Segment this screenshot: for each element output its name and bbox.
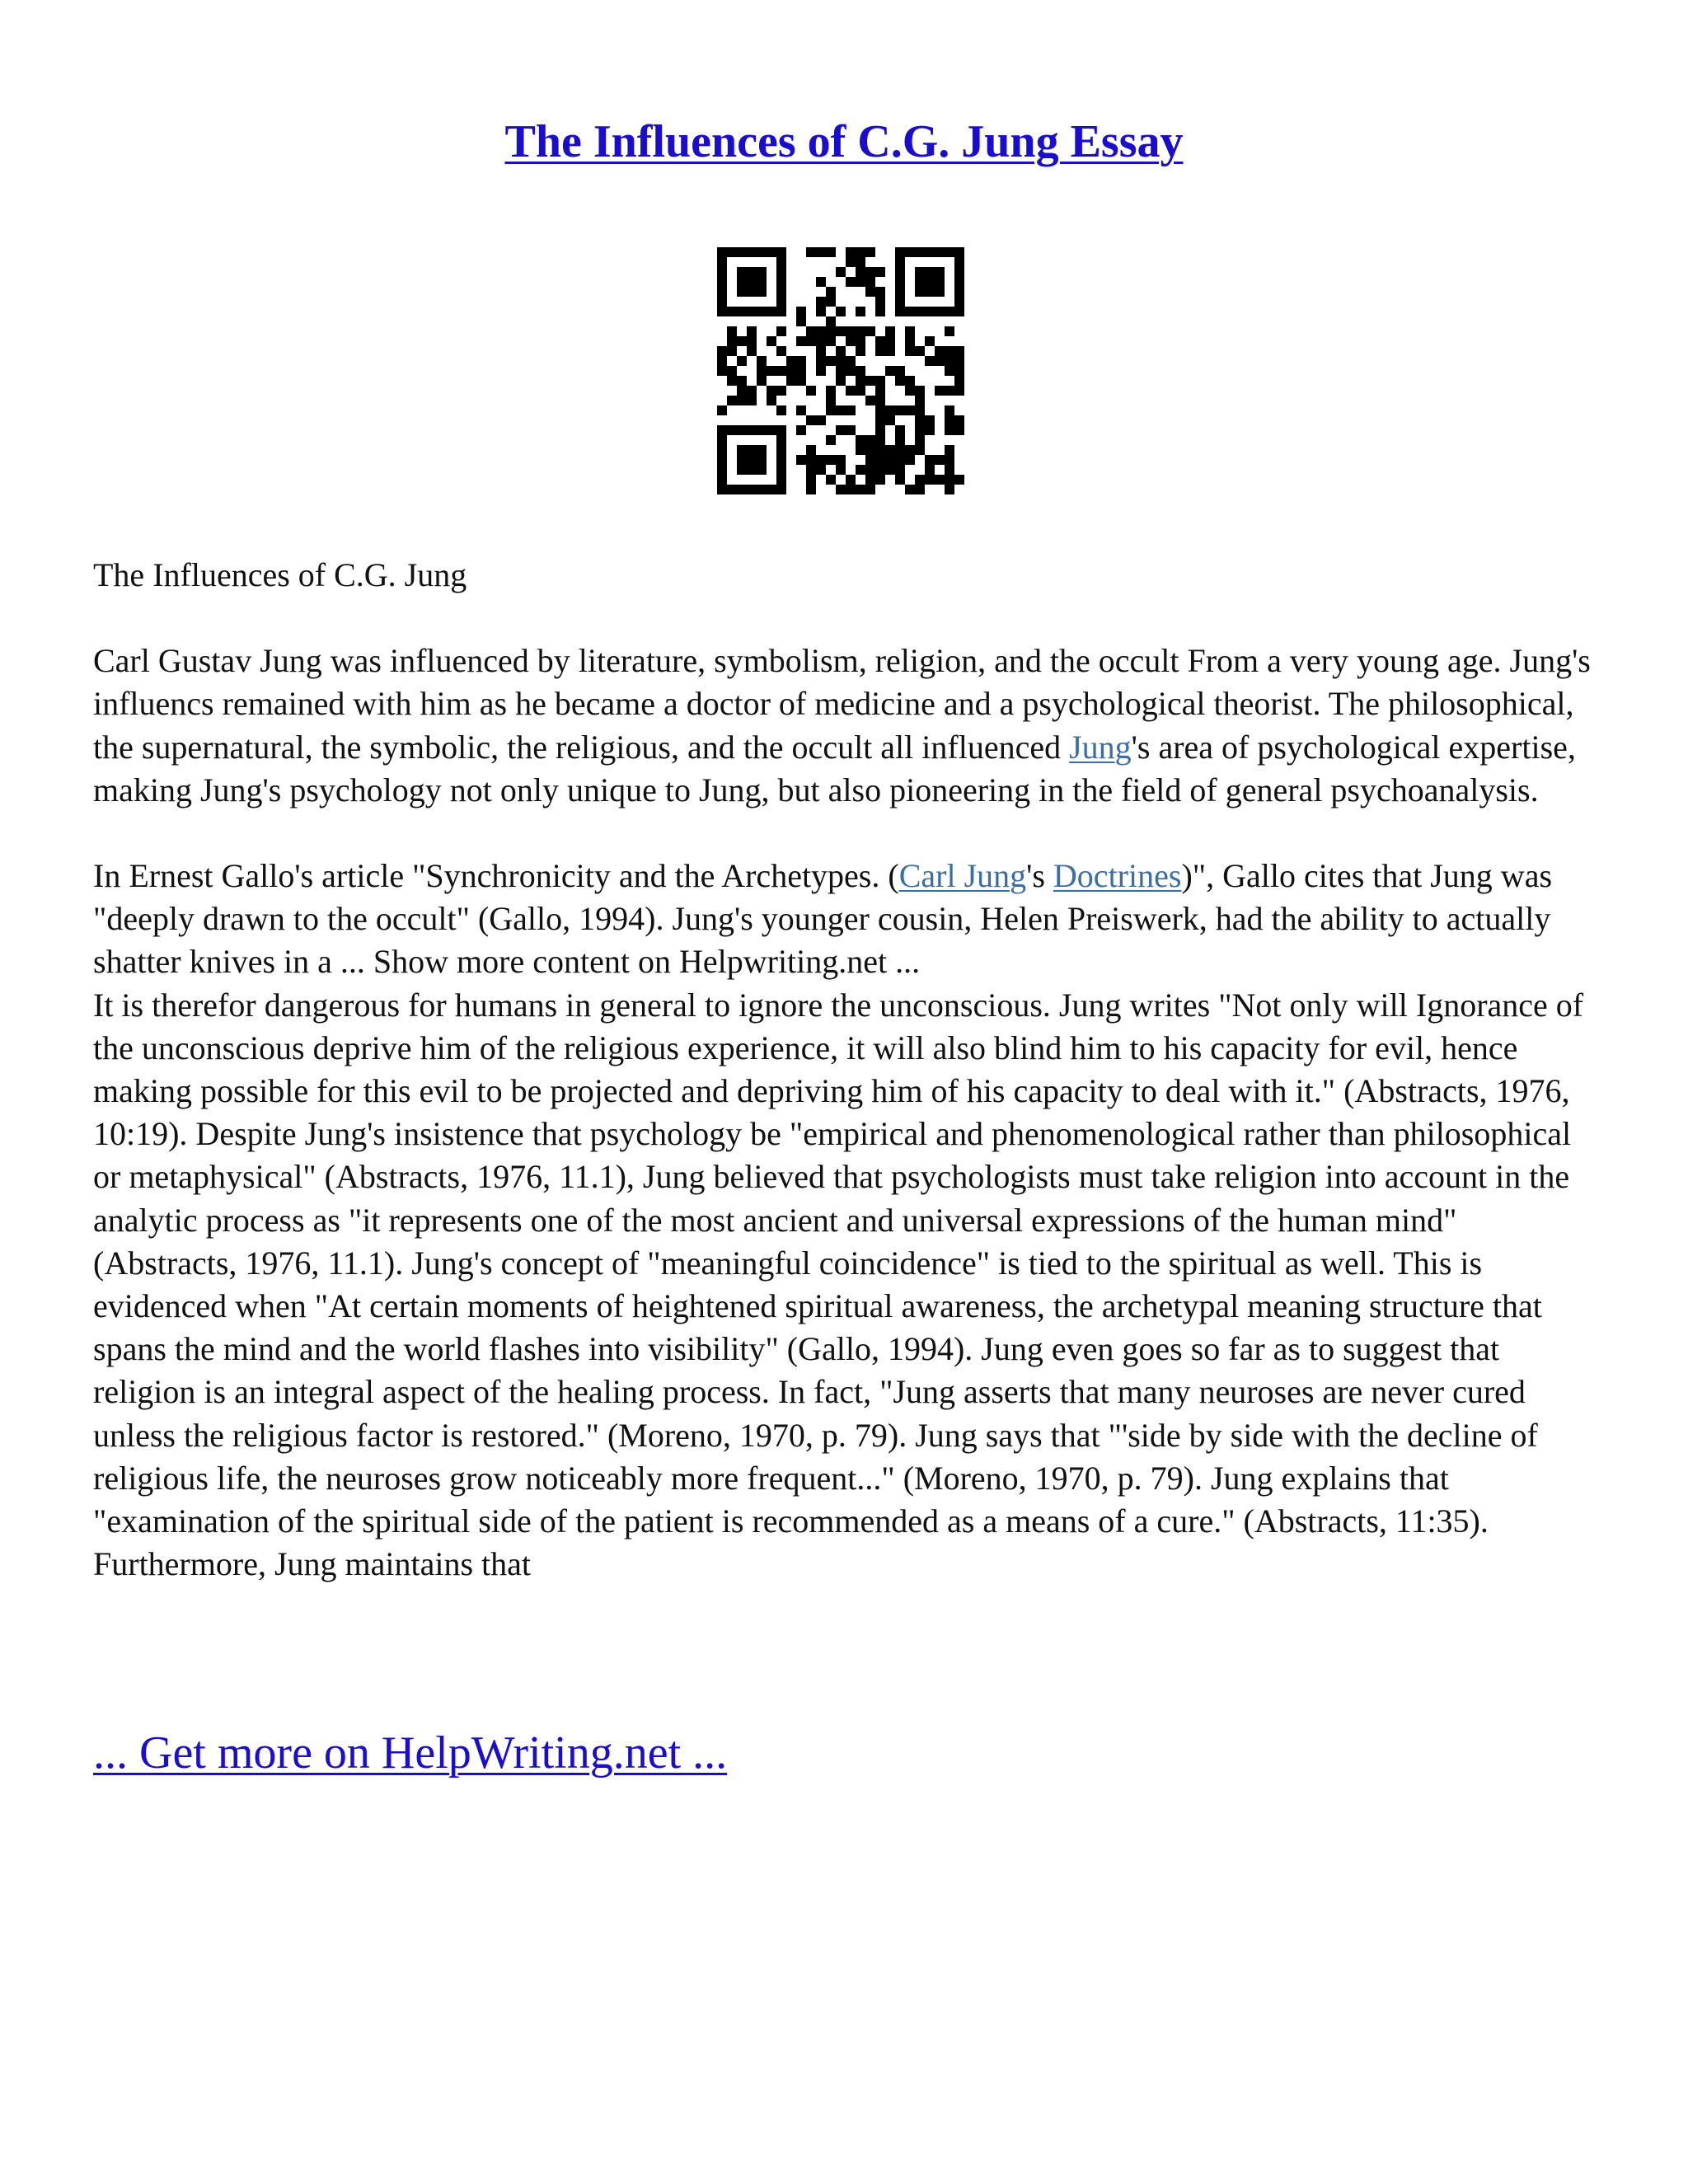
paragraph-gallo-text-a: In Ernest Gallo's article "Synchronicity and the Archetypes. ( <box>93 857 899 895</box>
paragraph-intro <box>93 640 1601 812</box>
paragraph-gallo-text-b: 's <box>1026 857 1053 895</box>
paragraph-intro-text-a: Carl Gustav Jung was influenced by literature, symbolism, religion, and the occult From a very young age. Jung's influencs remained with him as he became a doctor of medicine and a psychological theorist. The philosophical, the supernatural, the symbolic, the religious, and the occult all influenced <box>93 642 1591 766</box>
essay-subtitle: The Influences of C.G. Jung <box>93 556 467 593</box>
paragraph-unconscious: It is therefor dangerous for humans in general to ignore the unconscious. Jung writes "Not only will Ignorance of the unconscious deprive him of the religious experience, it will also blind him to his capacity for evil, hence making possible for this evil to be projected and depriving him of his capacity to deal with it." (Abstracts, 1976, 10:19). Despite Jung's insistence that psychology be "empirical and phenomenological rather than philosophical or metaphysical" (Abstracts, 1976, 11.1), Jung believed that psychologists must take religion into account in the analytic process as "it represents one of the most ancient and universal expressions of the human mind" (Abstracts, 1976, 11.1). Jung's concept of "meaningful coincidence" is tied to the spiritual as well. This is evidenced when "At certain moments of heightened spiritual awareness, the archetypal meaning structure that spans the mind and the world flashes into visibility" (Gallo, 1994). Jung even goes so far as to suggest that religion is an integral aspect of the healing process. In fact, "Jung asserts that many neuroses are never cured unless the religious factor is restored." (Moreno, 1970, p. 79). Jung says that "'side by side with the decline of religious life, the neuroses grow noticeably more frequent..." (Moreno, 1970, p. 79). Jung explains that "examination of the spiritual side of the patient is recommended as a means of a cure." (Abstracts, 11:35). Furthermore, Jung maintains that <box>93 986 1584 1583</box>
essay-title-link[interactable]: The Influences of C.G. Jung Essay <box>504 116 1184 167</box>
doctrines-link[interactable]: Doctrines <box>1053 857 1182 895</box>
spacer <box>93 812 1601 855</box>
qr-code-icon <box>717 247 964 494</box>
get-more-link[interactable]: ... Get more on HelpWriting.net ... <box>93 1727 728 1779</box>
paragraph-gallo-text-c: )", Gallo cites that Jung was "deeply drawn to the occult" (Gallo, 1994). Jung's younger cousin, Helen Preiswerk, had the ability to actually shatter knives in a ... Show more content on Helpwriting.net ... <box>93 857 1553 981</box>
paragraph-gallo <box>93 855 1601 984</box>
title-container <box>0 115 1688 168</box>
jung-link[interactable]: Jung <box>1069 728 1132 766</box>
paragraph-intro-text-b: 's area of psychological expertise, making Jung's psychology not only unique to Jung, but also pioneering in the field of general psychoanalysis. <box>93 728 1576 808</box>
spacer <box>93 597 1601 640</box>
carl-jung-link[interactable]: Carl Jung <box>898 857 1027 895</box>
essay-body <box>93 554 1601 1586</box>
